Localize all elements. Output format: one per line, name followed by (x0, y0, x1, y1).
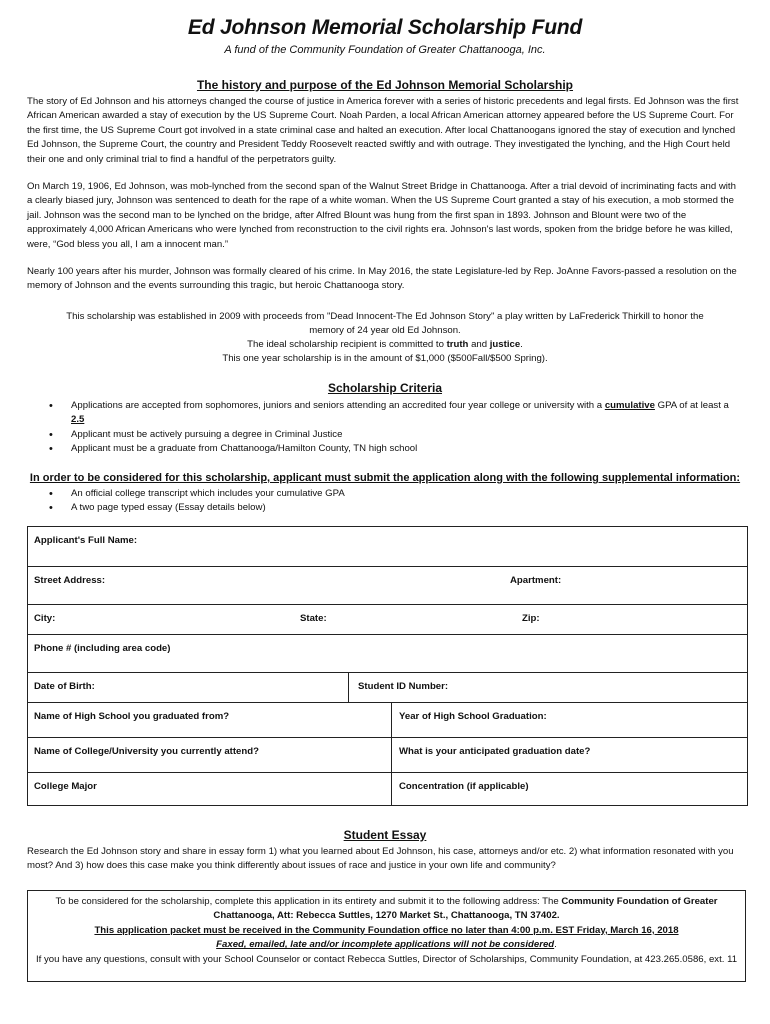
history-paragraph-3: Nearly 100 years after his murder, Johnson was formally cleared of his crime. In May 2016, the state Legislature-led by Rep. JoAnne Favors-passed a resolution on the memory of Johnson and the events surrounding this tragic, but heroic Chattanooga story. (27, 266, 737, 292)
college-row (27, 737, 748, 773)
criteria-item-gpa: • Applications are accepted from sophomores, juniors and seniors attending an accredited four year college or university with a cumulative GPA of at least a 2.5 (27, 399, 743, 428)
major-label: College Major (34, 781, 97, 792)
grad-date-field[interactable] (391, 738, 748, 773)
high-school-field[interactable] (28, 703, 391, 738)
scholarship-amount: This one year scholarship is in the amount of $1,000 ($500Fall/$500 Spring). (222, 353, 548, 364)
phone-label: Phone # (including area code) (34, 643, 171, 654)
city-label: City: (34, 613, 56, 624)
high-school-label: Name of High School you graduated from? (34, 711, 230, 722)
college-field[interactable] (28, 738, 391, 773)
student-id-label: Student ID Number: (358, 681, 449, 692)
full-name-label: Applicant's Full Name: (34, 535, 138, 546)
page-title: Ed Johnson Memorial Scholarship Fund (187, 16, 583, 39)
high-school-row (27, 702, 748, 738)
street-address-field[interactable] (27, 566, 748, 605)
criteria-item-degree: • Applicant must be actively pursuing a degree in Criminal Justice (27, 428, 743, 442)
submission-not-considered: Faxed, emailed, late and/or incomplete applications will not be considered. (216, 939, 557, 951)
criteria-item-residency: • Applicant must be a graduate from Chattanooga/Hamilton County, TN high school (27, 442, 743, 456)
page-subtitle: A fund of the Community Foundation of Greater Chattanooga, Inc. (224, 44, 546, 56)
student-id-field[interactable] (348, 673, 748, 703)
requirement-transcript: • An official college transcript which includes your cumulative GPA (27, 487, 743, 501)
concentration-label: Concentration (if applicable) (399, 781, 529, 792)
application-form (27, 526, 748, 806)
submission-contact: If you have any questions, consult with your School Counselor or contact Rebecca Suttles, Director of Scholarships, Community Foundation, at 423.265.0586, ext. 11 (35, 953, 738, 965)
street-address-label: Street Address: (34, 575, 106, 586)
major-row (27, 772, 748, 806)
history-paragraph-1: The story of Ed Johnson and his attorneys changed the course of justice in America forever with a series of historic precedents and legal firsts. Ed Johnson was the first African American awarded a stay of execution by the US Supreme Court. Noah Parden, a local African American attorney appeared before the US Supreme Court. For the first time, the US Supreme Court got involved in a state criminal case and halted an execution. After local Chattanoogans ignored the stay of execution and lynched Ed Johnson, the Supreme Court, the country and President Teddy Roosevelt reacted swiftly and with outrage. They investigated the lynching, and the High Court held their one and only criminal trial to find a handful of the perpetrators guilty. (27, 96, 739, 165)
major-field[interactable] (28, 773, 391, 805)
requirements-heading: In order to be considered for this scholarship, applicant must submit the application along with the following supplemental information: (29, 472, 741, 484)
submission-box (27, 890, 746, 982)
established-line-1: This scholarship was established in 2009 with proceeds from "Dead Innocent-The Ed Johnson Story" a play written by LaFrederick Thirkill to honor the (66, 311, 704, 322)
state-label: State: (300, 613, 327, 624)
apartment-label: Apartment: (510, 575, 562, 586)
city-state-zip-field[interactable] (27, 604, 748, 635)
dob-field[interactable] (28, 673, 348, 703)
dob-label: Date of Birth: (34, 681, 95, 692)
submission-deadline: This application packet must be received in the Community Foundation office no later than 4:00 p.m. EST Friday, March 16, 2018 (94, 924, 679, 936)
hs-year-label: Year of High School Graduation: (399, 711, 547, 722)
concentration-field[interactable] (391, 773, 748, 805)
college-label: Name of College/University you currently attend? (34, 746, 259, 757)
criteria-list (27, 399, 743, 457)
requirements-list (27, 487, 743, 516)
essay-instructions: Research the Ed Johnson story and share in essay form 1) what you learned about Ed Johnson, his case, attorneys and/or etc. 2) what information resonated with you most? And 3) how does this case make you think differently about issues of race and justice in your own life and community? (27, 846, 734, 872)
full-name-field[interactable] (27, 526, 748, 567)
criteria-heading: Scholarship Criteria (327, 381, 443, 395)
scholarship-purpose (27, 310, 743, 366)
zip-label: Zip: (522, 613, 540, 624)
requirement-essay: • A two page typed essay (Essay details below) (27, 501, 743, 515)
dob-student-id-row (27, 672, 748, 703)
phone-field[interactable] (27, 634, 748, 673)
history-paragraph-2: On March 19, 1906, Ed Johnson, was mob-lynched from the second span of the Walnut Street Bridge in Chattanooga. After a trial devoid of incriminating facts and with a clearly biased jury, Johnson was sentenced to death for the rape of a white woman. When the US Supreme Court granted a stay of his execution, a mob stormed the jail. Johnson was the second man to be lynched on the bridge, after Alfred Blount was hung from the first span in 1893. Johnson and Blount were two of the approximately 4,000 African Americans who were lynched from reconstruction to the civil rights era. Johnson's last words, spoken from the bridge before he was killed, were, “God bless you all, I am a innocent man.” (27, 181, 736, 250)
submission-address: To be considered for the scholarship, complete this application in its entirety and submit it to the following address: The Community Foundation of Greater Chattanooga, Att: Rebecca Suttles, 1270 Market St., Chattanooga, TN 37402. (55, 896, 718, 922)
history-heading: The history and purpose of the Ed Johnson Memorial Scholarship (196, 78, 574, 92)
established-line-2: memory of 24 year old Ed Johnson. (309, 325, 461, 336)
essay-heading: Student Essay (343, 828, 427, 842)
grad-date-label: What is your anticipated graduation date? (399, 746, 591, 757)
hs-year-field[interactable] (391, 703, 748, 738)
ideal-recipient: The ideal scholarship recipient is committed to truth and justice. (247, 339, 523, 350)
